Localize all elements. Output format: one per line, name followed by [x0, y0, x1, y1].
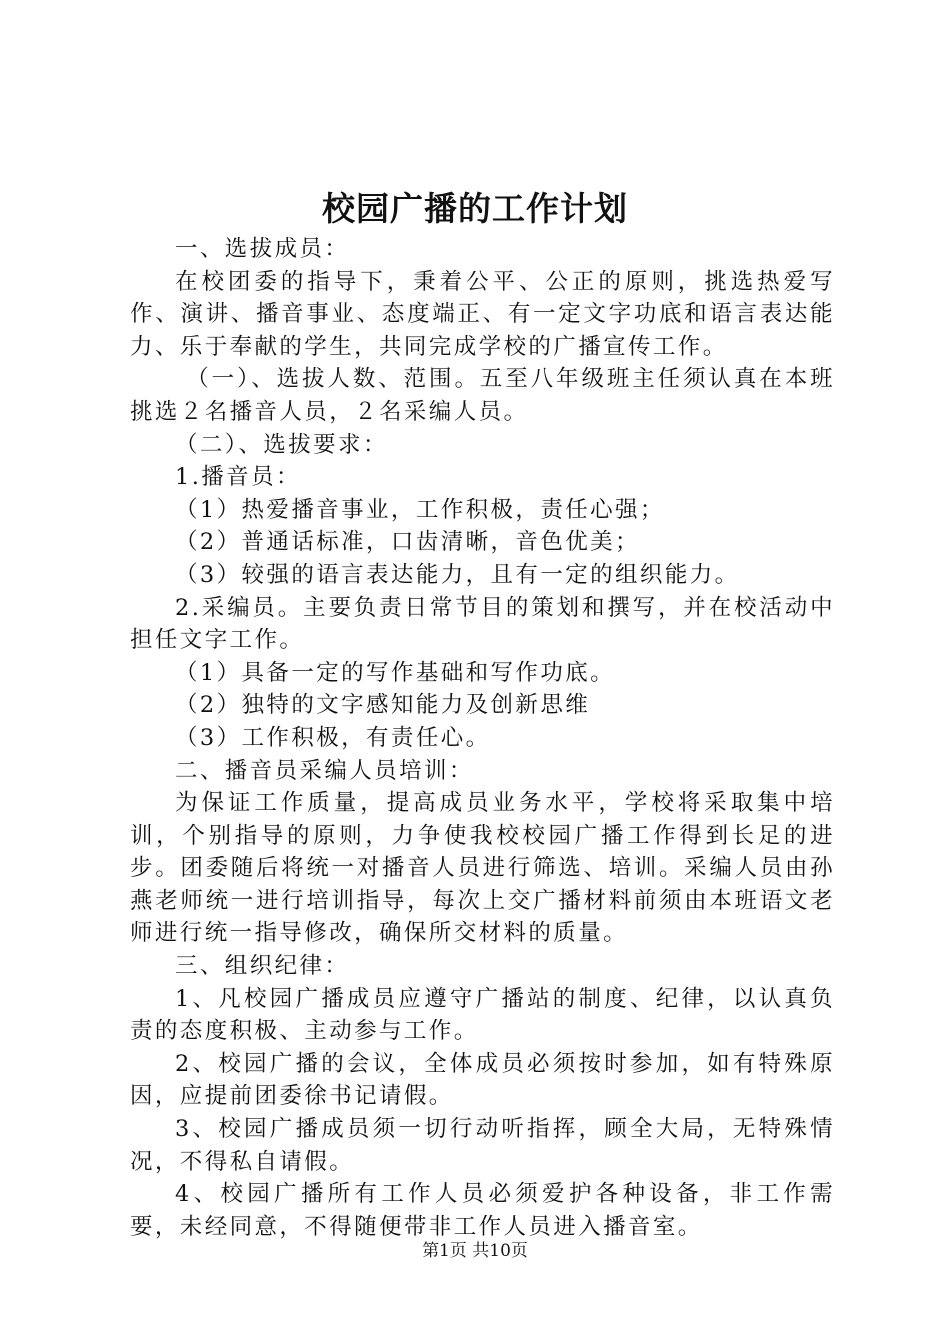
paragraph: 为保证工作质量，提高成员业务水平，学校将采取集中培训，个别指导的原则，力争使我校校园广播工作得到长足的进步。团委随后将统一对播音人员进行筛选、培训。采编人员由孙燕老师统一进行培训指导，每次上交广播材料前须由本班语文老师进行统一指导修改，确保所交材料的质量。 — [130, 790, 835, 947]
page-number-footer: 第1页 共10页 — [422, 1241, 528, 1261]
subheading: （二）、选拔要求： — [175, 431, 388, 458]
list-item: （2）独特的文字感知能力及创新思维 — [175, 692, 591, 719]
paragraph: （一）、选拔人数、范围。五至八年级班主任须认真在本班挑选２名播音人员，２名采编人员。 — [130, 366, 835, 425]
list-item: （3）工作积极，有责任心。 — [175, 724, 491, 751]
list-item: （1）热爱播音事业，工作积极，责任心强； — [175, 496, 665, 523]
document-body — [130, 233, 835, 1243]
section-heading-3: 三、组织纪律： — [175, 953, 350, 980]
section-heading-1: 一、选拔成员： — [175, 236, 350, 262]
section-heading-2: 二、播音员采编人员培训： — [175, 757, 474, 784]
list-item: （1）具备一定的写作基础和写作功底。 — [175, 659, 616, 686]
paragraph: 2.采编员。主要负责日常节目的策划和撰写，并在校活动中担任文字工作。 — [130, 594, 835, 654]
list-heading: 1.播音员： — [175, 464, 301, 491]
rule-item: 3、校园广播成员须一切行动听指挥，顾全大局，无特殊情况，不得私自请假。 — [130, 1116, 835, 1175]
rule-item: 4、校园广播所有工作人员必须爱护各种设备，非工作需要，未经同意，不得随便带非工作人员进入播音室。 — [130, 1181, 835, 1240]
rule-item: 1、凡校园广播成员应遵守广播站的制度、纪律，以认真负责的态度积极、主动参与工作。 — [130, 985, 835, 1045]
document-title: 校园广播的工作计划 — [322, 189, 628, 228]
list-item: （2）普通话标准，口齿清晰，音色优美； — [175, 529, 640, 556]
paragraph: 在校团委的指导下，秉着公平、公正的原则，挑选热爱写作、演讲、播音事业、态度端正、有一定文字功底和语言表达能力、乐于奉献的学生，共同完成学校的广播宣传工作。 — [130, 268, 835, 360]
rule-item: 2、校园广播的会议，全体成员必须按时参加，如有特殊原因，应提前团委徐书记请假。 — [130, 1050, 835, 1110]
list-item: （3）较强的语言表达能力，且有一定的组织能力。 — [175, 561, 740, 588]
